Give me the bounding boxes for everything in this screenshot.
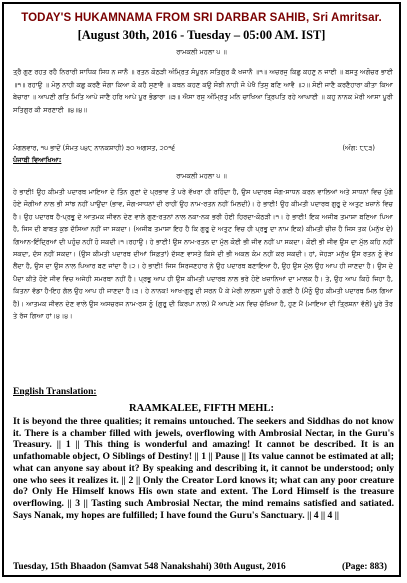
- gurmukhi-date: ਮੰਗਲਵਾਰ, ੧੫ ਭਾਦੋਂ (ਸੰਮਤ ੫੪੮ ਨਾਨਕਸ਼ਾਹੀ) ੩੦ ਅਗਸਤ, ੨੦੧੬: [13, 144, 176, 152]
- punjabi-explanation: ਹੇ ਭਾਈ! ਉਹ ਕੀਮਤੀ ਪਦਾਰਥ ਮਾਇਆ ਦੇ ਤਿੰਨ ਗੁਣਾਂ ਦੇ ਪ੍ਰਭਾਵ ਤੋਂ ਪਰੇ ਵੱਖਰਾ ਹੀ ਰਹਿੰਦਾ ਹੈ, ਉਸ ਪਦਾਰਥ ਜੋਗ-ਸਾਧਨ ਕਰਨ ਵਾਲਿਆਂ ਅਤੇ ਸਾਧਨਾਂ ਵਿਚ ਪੁੱਗੇ ਹੋਏ ਜੋਗੀਆਂ ਨਾਲ ਭੀ ਸਾਂਝ ਨਹੀਂ ਪਾਉਂਦਾ (ਭਾਵ, ਜੋਗ-ਸਾਧਨਾਂ ਦੀ ਰਾਹੀਂ ਉਹ ਨਾਮ-ਰਤਨ ਨਹੀਂ ਮਿਲਦੀ)। ਹੇ ਭਾਈ! ਉਹ ਕੀਮਤੀ ਪਦਾਰਥ ਗੁਰੂ ਦੇ ਅਤੁਟ ਖ਼ਜ਼ਾਨੇ ਵਿਚ ਹੈ। ਉਹ ਪਦਾਰਥ ਹੈ-ਪ੍ਰਭੂ ਦੇ ਆਤਮਕ ਜੀਵਨ ਦੇਣ ਵਾਲੇ ਗੁਣ-ਰਤਨਾਂ ਨਾਲ ਨਕਾ-ਨਕ ਭਰੀ ਹੋਈ ਹਿਰਦਾ-ਕੋਠੜੀ।੧। ਹੇ ਭਾਈ! ਇਕ ਅਜੀਬ ਤਮਾਸ਼ਾ ਬਣਿਆ ਪਿਆ ਹੈ, ਜਿਸ ਦੀ ਬਾਬਤ ਕੁਝ ਦੱਸਿਆ ਨਹੀਂ ਜਾ ਸਕਦਾ। (ਅਜੀਬ ਤਮਾਸ਼ਾ ਇਹ ਹੈ ਕਿ ਗੁਰੂ ਦੇ ਅਤੁਟ ਵਿਚ ਹੀ ਪ੍ਰਭੂ ਦਾ ਨਾਮ ਇਕ) ਕੀਮਤੀ ਚੀਜ਼ ਹੈ ਜਿਸ ਤਕ (ਮਨੁੱਖ ਦੇ) ਗਿਆਨ-ਇੰਦ੍ਰਿਆਂ ਦੀ ਪਹੁੰਚ ਨਹੀਂ ਹੋ ਸਕਦੀ।੧।ਰਹਾਉ। ਹੇ ਭਾਈ! ਉਸ ਨਾਮ-ਰਤਨ ਦਾ ਮੁੱਲ ਕੋਈ ਭੀ ਜੀਵ ਨਹੀਂ ਪਾ ਸਕਦਾ। ਕੋਈ ਭੀ ਜੀਵ ਉਸ ਦਾ ਮੁੱਲ ਕਹਿ ਨਹੀਂ ਸਕਦਾ, ਦੱਸ ਨਹੀਂ ਸਕਦਾ। (ਉਸ ਕੀਮਤੀ ਪਦਾਰਥ ਦੀਆਂ ਸਿਫ਼ਤਾਂ) ਦੱਸਣ ਵਾਸਤੇ ਕਿਸੇ ਦੀ ਭੀ ਅਕਲ ਕੰਮ ਨਹੀਂ ਕਰ ਸਕਦੀ। ਹਾਂ, ਜੇਹੜਾ ਮਨੁੱਖ ਉਸ ਰਤਨ ਨੂੰ ਵੇਖ ਲੈਂਦਾ ਹੈ, ਉਸ ਦਾ ਉਸ ਨਾਲ ਪਿਆਰ ਬਣ ਜਾਂਦਾ ਹੈ।੨। ਹੇ ਭਾਈ! ਜਿਸ ਸਿਰਜਣਹਾਰ ਨੇ ਉਹ ਪਦਾਰਥ ਬਣਾਇਆ ਹੈ, ਉਹ ਉਸ ਮੁੱਲ ਉਹ ਆਪ ਹੀ ਜਾਣਦਾ ਹੈ। ਉਸ ਦੇ ਪੈਦਾ ਕੀਤੇ ਹੋਏ ਜੀਵ ਵਿਚ ਅਜੇਹੀ ਸਮਰਥਾ ਨਹੀਂ ਹੈ। ਪ੍ਰਭੂ ਆਪ ਹੀ ਉਸ ਕੀਮਤੀ ਪਦਾਰਥ ਨਾਲ ਭਰੇ ਹੋਏ ਖ਼ਜ਼ਾਨਿਆਂ ਦਾ ਮਾਲਕ ਹੈ। ਤੇ, ਉਹ ਆਪ ਕਿਹੋ ਜਿਹਾ ਹੈ, ਕਿਤਨਾ ਵੱਡਾ ਹੈ-ਇਹ ਗੱਲ ਉਹ ਆਪ ਹੀ ਜਾਣਦਾ ਹੈ।੩। ਹੇ ਨਾਨਕ! ਆਖ-ਗੁਰੂ ਦੀ ਸਰਨ ਪੈ ਕੇ ਮੇਰੀ ਲਾਲਸਾ ਪੂਰੀ ਹੋ ਗਈ ਹੈ (ਮੈਨੂੰ ਉਹ ਕੀਮਤੀ ਪਦਾਰਥ ਮਿਲ ਗਿਆ ਹੈ)। ਆਤਮਕ ਜੀਵਨ ਦੇਣ ਵਾਲੇ ਉਸ ਅਸਚਰਜ ਨਾਮ-ਰਸ ਨੂੰ (ਗੁਰੂ ਦੀ ਕਿਰਪਾ ਨਾਲ) ਮੈਂ ਆਪਣੇ ਮਨ ਵਿਚ ਚੱਖਿਆ ਹੈ, ਹੁਣ ਮੈਂ (ਮਾਇਆ ਦੀ ਤ੍ਰਿਸ਼ਨਾ ਵੱਲੋਂ) ਪੂਰੇ ਤੌਰ ਤੇ ਰੱਜ ਗਿਆ ਹਾਂ।੪।੪।: [13, 188, 393, 321]
- gurmukhi-shabad: ਤ੍ਰੈ ਗੁਣ ਰਹਤ ਰਹੈ ਨਿਰਾਰੀ ਸਾਧਿਕ ਸਿਧ ਨ ਜਾਨੈ ॥ ਰਤਨ ਕੋਠੜੀ ਅੰਮ੍ਰਿਤ ਸੰਪੂਰਨ ਸਤਿਗੁਰ ਕੈ ਖਜਾਨੈ ॥੧॥ ਅਚਰਜੁ ਕਿਛੁ ਕਹਣੁ ਨ ਜਾਈ ॥ ਬਸਤੁ ਅਗੋਚਰ ਭਾਈ ॥੧॥ ਰਹਾਉ ॥ ਮੋਲੁ ਨਾਹੀ ਕਛੁ ਕਰਣੈ ਜੋਗਾ ਕਿਆ ਕੋ ਕਹੈ ਸੁਣਾਵੈ ॥ ਕਥਨ ਕਹਣ ਕਉ ਸੋਝੀ ਨਾਹੀ ਜੋ ਪੇਖੈ ਤਿਸੁ ਬਣਿ ਆਵੈ ॥੨॥ ਸੋਈ ਜਾਣੈ ਕਰਣੈਹਾਰਾ ਕੀਤਾ ਕਿਆ ਬੇਚਾਰਾ ॥ ਆਪਣੀ ਗਤਿ ਮਿਤਿ ਆਪੇ ਜਾਣੈ ਹਰਿ ਆਪੇ ਪੂਰ ਭੰਡਾਰਾ ॥੩॥ ਐਸਾ ਰਸੁ ਅੰਮ੍ਰਿਤੁ ਮਨਿ ਚਾਖਿਆ ਤ੍ਰਿਪਤਿ ਰਹੇ ਆਘਾਈ ॥ ਕਹੁ ਨਾਨਕ ਮੇਰੀ ਆਸਾ ਪੂਰੀ ਸਤਿਗੁਰ ਕੀ ਸਰਣਾਈ ॥੪॥੪॥: [13, 68, 393, 114]
- gurmukhi-title: ਰਾਮਕਲੀ ਮਹਲਾ ੫ ॥: [176, 48, 227, 56]
- page-date: [August 30th, 2016 - Tuesday – 05:00 AM. IST]: [77, 28, 326, 42]
- footer-dateline: [13, 562, 393, 572]
- page-title: TODAY'S HUKAMNAMA FROM SRI DARBAR SAHIB, Sri Amritsar.: [21, 12, 382, 24]
- hukamnama-page: [2, 2, 401, 577]
- punjabi-explanation-title: ਰਾਮਕਲੀ ਮਹਲਾ ੫ ॥: [176, 172, 227, 180]
- english-title: RAAMKALEE, FIFTH MEHL:: [129, 403, 274, 414]
- punjabi-explanation-heading: ਪੰਜਾਬੀ ਵਿਆਖਿਆ:: [13, 156, 62, 164]
- gurmukhi-dateline: [13, 142, 393, 154]
- english-translation: It is beyond the three qualities; it remains untouched. The seekers and Siddhas do not know it. There is a chamber filled with jewels, overflowing with Ambrosial Nectar, in the Guru's Treasury. || 1 || This thing is wonderful and amazing! It cannot be described. It is an unfathomable object, O Siblings of Destiny! || 1 || Pause || Its value cannot be estimated at all; what can anyone say about it? By speaking and describing it, it cannot be understood; only one who sees it realizes it. || 2 || Only the Creator Lord knows it; what can any poor creature do? Only He Himself knows His own state and extent. The Lord Himself is the treasure overflowing. || 3 || Tasting such Ambrosial Nectar, the mind remains satisfied and satiated. Says Nanak, my hopes are fulfilled; I have found the Guru's Sanctuary. || 4 || 4 ||: [13, 416, 394, 521]
- english-heading: English Translation:: [13, 386, 97, 397]
- footer-page: (Page: 883): [341, 562, 387, 572]
- footer-date: Tuesday, 15th Bhaadon (Samvat 548 Nanakshahi) 30th August, 2016: [13, 562, 286, 572]
- gurmukhi-ang: (ਅੰਗ: ੮੮੩): [342, 144, 375, 152]
